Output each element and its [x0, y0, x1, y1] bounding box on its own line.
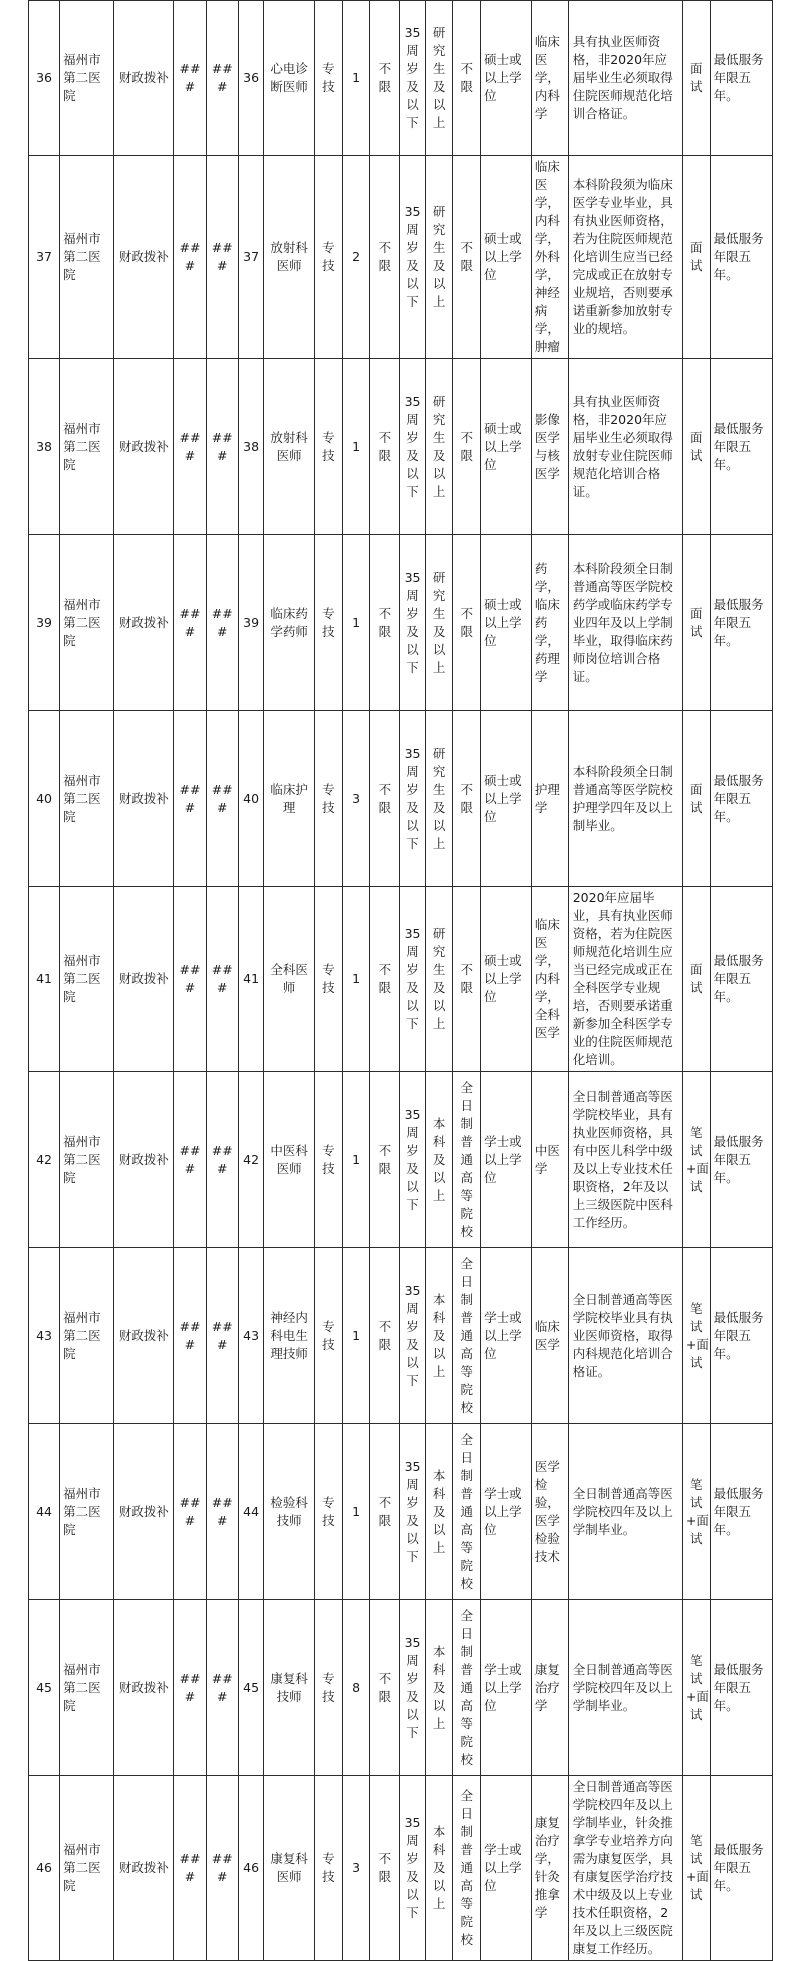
education-cell: 研究生及以上 — [425, 1, 453, 156]
count-cell: 1 — [342, 1424, 370, 1600]
type-cell: 专技 — [315, 359, 343, 535]
education-cell: 本科及以上 — [425, 1424, 453, 1600]
position-no-cell: 42 — [238, 1072, 263, 1248]
seq-cell: 41 — [29, 887, 60, 1072]
funding-cell: 财政拨补 — [114, 711, 174, 887]
service-cell: 最低服务年限五年。 — [710, 711, 772, 887]
position-no-cell: 44 — [238, 1424, 263, 1600]
position-name-cell: 全科医师 — [264, 887, 315, 1072]
degree-cell: 硕士或以上学位 — [481, 1, 532, 156]
type-cell: 专技 — [315, 535, 343, 711]
age-cell: 35周岁及以下 — [400, 535, 425, 711]
code2-cell: ### — [206, 1072, 238, 1248]
code1-cell: ### — [174, 1072, 206, 1248]
exam-cell: 笔试+面试 — [682, 1600, 710, 1776]
service-cell: 最低服务年限五年。 — [710, 1248, 772, 1424]
conditions-cell: 具有执业医师资格，非2020年应届毕业生必须取得放射专业住院医师规范化培训合格证。 — [568, 359, 682, 535]
code2-cell: ### — [206, 1, 238, 156]
conditions-cell: 全日制普通高等医学院校毕业，具有执业医师资格，具有中医儿科学中级及以上专业技术任职资格，2年及以上三级医院中医科工作经历。 — [568, 1072, 682, 1248]
unit-cell: 福州市第二医院 — [60, 1248, 114, 1424]
count-cell: 1 — [342, 1072, 370, 1248]
exam-cell: 面试 — [682, 887, 710, 1072]
position-name-cell: 临床护理 — [264, 711, 315, 887]
position-name-cell: 检验科技师 — [264, 1424, 315, 1600]
position-name-cell: 康复科医师 — [264, 1776, 315, 1961]
age-cell: 35周岁及以下 — [400, 711, 425, 887]
major-cell: 临床医学 — [531, 1248, 568, 1424]
code1-cell: ### — [174, 1248, 206, 1424]
code2-cell: ### — [206, 359, 238, 535]
gender-cell: 不限 — [370, 711, 400, 887]
position-no-cell: 36 — [238, 1, 263, 156]
edu-type-cell: 全日制普通高等院校 — [453, 1072, 481, 1248]
type-cell: 专技 — [315, 711, 343, 887]
code2-cell: ### — [206, 711, 238, 887]
position-no-cell: 43 — [238, 1248, 263, 1424]
major-cell: 临床医学，内科学，外科学，神经病学，肿瘤 — [531, 156, 568, 359]
service-cell: 最低服务年限五年。 — [710, 156, 772, 359]
major-cell: 临床医学，内科学，全科医学 — [531, 887, 568, 1072]
conditions-cell: 本科阶段须全日制普通高等医学院校护理学四年及以上制毕业。 — [568, 711, 682, 887]
degree-cell: 硕士或以上学位 — [481, 535, 532, 711]
service-cell: 最低服务年限五年。 — [710, 1600, 772, 1776]
exam-cell: 面试 — [682, 535, 710, 711]
code1-cell: ### — [174, 1600, 206, 1776]
exam-cell: 面试 — [682, 156, 710, 359]
unit-cell: 福州市第二医院 — [60, 887, 114, 1072]
position-no-cell: 39 — [238, 535, 263, 711]
conditions-cell: 全日制普通高等医学院校四年及以上学制毕业，针灸推拿学专业培养方向需为康复医学，具有康复医学治疗技术中级及以上专业技术任职资格，2年及以上三级医院康复工作经历。 — [568, 1776, 682, 1961]
table-row — [29, 1248, 773, 1424]
degree-cell: 学士或以上学位 — [481, 1072, 532, 1248]
funding-cell: 财政拨补 — [114, 1600, 174, 1776]
table-row — [29, 1072, 773, 1248]
seq-cell: 40 — [29, 711, 60, 887]
service-cell: 最低服务年限五年。 — [710, 887, 772, 1072]
gender-cell: 不限 — [370, 535, 400, 711]
age-cell: 35周岁及以下 — [400, 1600, 425, 1776]
service-cell: 最低服务年限五年。 — [710, 1072, 772, 1248]
degree-cell: 学士或以上学位 — [481, 1424, 532, 1600]
type-cell: 专技 — [315, 156, 343, 359]
code2-cell: ### — [206, 156, 238, 359]
funding-cell: 财政拨补 — [114, 887, 174, 1072]
position-no-cell: 45 — [238, 1600, 263, 1776]
count-cell: 3 — [342, 1776, 370, 1961]
major-cell: 护理学 — [531, 711, 568, 887]
exam-cell: 面试 — [682, 1, 710, 156]
seq-cell: 43 — [29, 1248, 60, 1424]
education-cell: 研究生及以上 — [425, 535, 453, 711]
major-cell: 药学，临床药学，药理学 — [531, 535, 568, 711]
age-cell: 35周岁及以下 — [400, 1776, 425, 1961]
table-body — [29, 1, 773, 1961]
gender-cell: 不限 — [370, 1248, 400, 1424]
type-cell: 专技 — [315, 1424, 343, 1600]
code2-cell: ### — [206, 1600, 238, 1776]
table-row — [29, 156, 773, 359]
position-name-cell: 放射科医师 — [264, 156, 315, 359]
type-cell: 专技 — [315, 1, 343, 156]
type-cell: 专技 — [315, 1600, 343, 1776]
seq-cell: 37 — [29, 156, 60, 359]
gender-cell: 不限 — [370, 156, 400, 359]
count-cell: 2 — [342, 156, 370, 359]
edu-type-cell: 全日制普通高等院校 — [453, 1776, 481, 1961]
degree-cell: 硕士或以上学位 — [481, 887, 532, 1072]
table-row — [29, 1600, 773, 1776]
count-cell: 1 — [342, 1, 370, 156]
funding-cell: 财政拨补 — [114, 1776, 174, 1961]
age-cell: 35周岁及以下 — [400, 1424, 425, 1600]
seq-cell: 42 — [29, 1072, 60, 1248]
service-cell: 最低服务年限五年。 — [710, 1424, 772, 1600]
unit-cell: 福州市第二医院 — [60, 535, 114, 711]
edu-type-cell: 不限 — [453, 1, 481, 156]
position-no-cell: 40 — [238, 711, 263, 887]
major-cell: 康复治疗学，针灸推拿学 — [531, 1776, 568, 1961]
code1-cell: ### — [174, 887, 206, 1072]
degree-cell: 硕士或以上学位 — [481, 359, 532, 535]
exam-cell: 笔试+面试 — [682, 1248, 710, 1424]
gender-cell: 不限 — [370, 359, 400, 535]
table-row — [29, 1, 773, 156]
major-cell: 临床医学，内科学 — [531, 1, 568, 156]
type-cell: 专技 — [315, 887, 343, 1072]
code2-cell: ### — [206, 1424, 238, 1600]
position-name-cell: 神经内科电生理技师 — [264, 1248, 315, 1424]
funding-cell: 财政拨补 — [114, 1248, 174, 1424]
conditions-cell: 具有执业医师资格，非2020年应届毕业生必须取得住院医师规范化培训合格证。 — [568, 1, 682, 156]
seq-cell: 44 — [29, 1424, 60, 1600]
table-row — [29, 1424, 773, 1600]
position-name-cell: 心电诊断医师 — [264, 1, 315, 156]
degree-cell: 学士或以上学位 — [481, 1776, 532, 1961]
exam-cell: 笔试+面试 — [682, 1072, 710, 1248]
age-cell: 35周岁及以下 — [400, 1, 425, 156]
conditions-cell: 2020年应届毕业，具有执业医师资格，若为住院医师规范化培训生应当已经完成或正在全科医学专业规培，否则要承诺重新参加全科医学专业的住院医师规范化培训。 — [568, 887, 682, 1072]
unit-cell: 福州市第二医院 — [60, 359, 114, 535]
conditions-cell: 全日制普通高等医学院校四年及以上学制毕业。 — [568, 1424, 682, 1600]
conditions-cell: 全日制普通高等医学院校毕业具有执业医师资格，取得内科规范化培训合格证。 — [568, 1248, 682, 1424]
unit-cell: 福州市第二医院 — [60, 1600, 114, 1776]
table-row — [29, 359, 773, 535]
service-cell: 最低服务年限五年。 — [710, 1776, 772, 1961]
code2-cell: ### — [206, 1248, 238, 1424]
funding-cell: 财政拨补 — [114, 1072, 174, 1248]
position-no-cell: 41 — [238, 887, 263, 1072]
code2-cell: ### — [206, 1776, 238, 1961]
conditions-cell: 全日制普通高等医学院校四年及以上学制毕业。 — [568, 1600, 682, 1776]
seq-cell: 38 — [29, 359, 60, 535]
position-name-cell: 临床药学药师 — [264, 535, 315, 711]
education-cell: 研究生及以上 — [425, 156, 453, 359]
gender-cell: 不限 — [370, 1, 400, 156]
exam-cell: 笔试+面试 — [682, 1424, 710, 1600]
conditions-cell: 本科阶段须为临床医学专业毕业，具有执业医师资格，若为住院医师规范化培训生应当已经完成或正在放射专业规培，否则要承诺重新参加放射专业的规培。 — [568, 156, 682, 359]
seq-cell: 39 — [29, 535, 60, 711]
degree-cell: 硕士或以上学位 — [481, 156, 532, 359]
table-row — [29, 535, 773, 711]
edu-type-cell: 不限 — [453, 535, 481, 711]
count-cell: 1 — [342, 535, 370, 711]
gender-cell: 不限 — [370, 1424, 400, 1600]
exam-cell: 面试 — [682, 359, 710, 535]
seq-cell: 36 — [29, 1, 60, 156]
exam-cell: 面试 — [682, 711, 710, 887]
degree-cell: 学士或以上学位 — [481, 1248, 532, 1424]
code2-cell: ### — [206, 887, 238, 1072]
education-cell: 本科及以上 — [425, 1600, 453, 1776]
major-cell: 康复治疗学 — [531, 1600, 568, 1776]
education-cell: 本科及以上 — [425, 1776, 453, 1961]
service-cell: 最低服务年限五年。 — [710, 359, 772, 535]
funding-cell: 财政拨补 — [114, 535, 174, 711]
major-cell: 中医学 — [531, 1072, 568, 1248]
job-positions-table — [28, 0, 773, 1961]
count-cell: 3 — [342, 711, 370, 887]
code1-cell: ### — [174, 711, 206, 887]
code1-cell: ### — [174, 535, 206, 711]
funding-cell: 财政拨补 — [114, 1, 174, 156]
degree-cell: 学士或以上学位 — [481, 1600, 532, 1776]
age-cell: 35周岁及以下 — [400, 1072, 425, 1248]
table-row — [29, 1776, 773, 1961]
conditions-cell: 本科阶段须全日制普通高等医学院校药学或临床药学专业四年及以上学制毕业，取得临床药师岗位培训合格证。 — [568, 535, 682, 711]
edu-type-cell: 不限 — [453, 156, 481, 359]
type-cell: 专技 — [315, 1248, 343, 1424]
unit-cell: 福州市第二医院 — [60, 156, 114, 359]
count-cell: 1 — [342, 1248, 370, 1424]
table-row — [29, 711, 773, 887]
position-name-cell: 康复科技师 — [264, 1600, 315, 1776]
gender-cell: 不限 — [370, 887, 400, 1072]
gender-cell: 不限 — [370, 1776, 400, 1961]
count-cell: 1 — [342, 359, 370, 535]
major-cell: 医学检验，医学检验技术 — [531, 1424, 568, 1600]
edu-type-cell: 全日制普通高等院校 — [453, 1424, 481, 1600]
exam-cell: 笔试+面试 — [682, 1776, 710, 1961]
education-cell: 研究生及以上 — [425, 359, 453, 535]
code1-cell: ### — [174, 1424, 206, 1600]
position-name-cell: 中医科医师 — [264, 1072, 315, 1248]
gender-cell: 不限 — [370, 1072, 400, 1248]
job-table-wrapper — [28, 0, 773, 1961]
service-cell: 最低服务年限五年。 — [710, 1, 772, 156]
unit-cell: 福州市第二医院 — [60, 1, 114, 156]
unit-cell: 福州市第二医院 — [60, 1424, 114, 1600]
edu-type-cell: 全日制普通高等院校 — [453, 1600, 481, 1776]
code1-cell: ### — [174, 156, 206, 359]
edu-type-cell: 全日制普通高等院校 — [453, 1248, 481, 1424]
unit-cell: 福州市第二医院 — [60, 711, 114, 887]
seq-cell: 45 — [29, 1600, 60, 1776]
age-cell: 35周岁及以下 — [400, 156, 425, 359]
count-cell: 8 — [342, 1600, 370, 1776]
age-cell: 35周岁及以下 — [400, 1248, 425, 1424]
unit-cell: 福州市第二医院 — [60, 1776, 114, 1961]
code1-cell: ### — [174, 1776, 206, 1961]
table-row — [29, 887, 773, 1072]
edu-type-cell: 不限 — [453, 711, 481, 887]
type-cell: 专技 — [315, 1776, 343, 1961]
position-no-cell: 38 — [238, 359, 263, 535]
type-cell: 专技 — [315, 1072, 343, 1248]
code1-cell: ### — [174, 359, 206, 535]
position-name-cell: 放射科医师 — [264, 359, 315, 535]
funding-cell: 财政拨补 — [114, 359, 174, 535]
position-no-cell: 37 — [238, 156, 263, 359]
funding-cell: 财政拨补 — [114, 156, 174, 359]
count-cell: 1 — [342, 887, 370, 1072]
code1-cell: ### — [174, 1, 206, 156]
gender-cell: 不限 — [370, 1600, 400, 1776]
education-cell: 本科及以上 — [425, 1248, 453, 1424]
education-cell: 研究生及以上 — [425, 711, 453, 887]
education-cell: 本科及以上 — [425, 1072, 453, 1248]
code2-cell: ### — [206, 535, 238, 711]
edu-type-cell: 不限 — [453, 359, 481, 535]
edu-type-cell: 不限 — [453, 887, 481, 1072]
service-cell: 最低服务年限五年。 — [710, 535, 772, 711]
age-cell: 35周岁及以下 — [400, 359, 425, 535]
funding-cell: 财政拨补 — [114, 1424, 174, 1600]
major-cell: 影像医学与核医学 — [531, 359, 568, 535]
education-cell: 研究生及以上 — [425, 887, 453, 1072]
degree-cell: 硕士或以上学位 — [481, 711, 532, 887]
position-no-cell: 46 — [238, 1776, 263, 1961]
seq-cell: 46 — [29, 1776, 60, 1961]
age-cell: 35周岁及以下 — [400, 887, 425, 1072]
unit-cell: 福州市第二医院 — [60, 1072, 114, 1248]
